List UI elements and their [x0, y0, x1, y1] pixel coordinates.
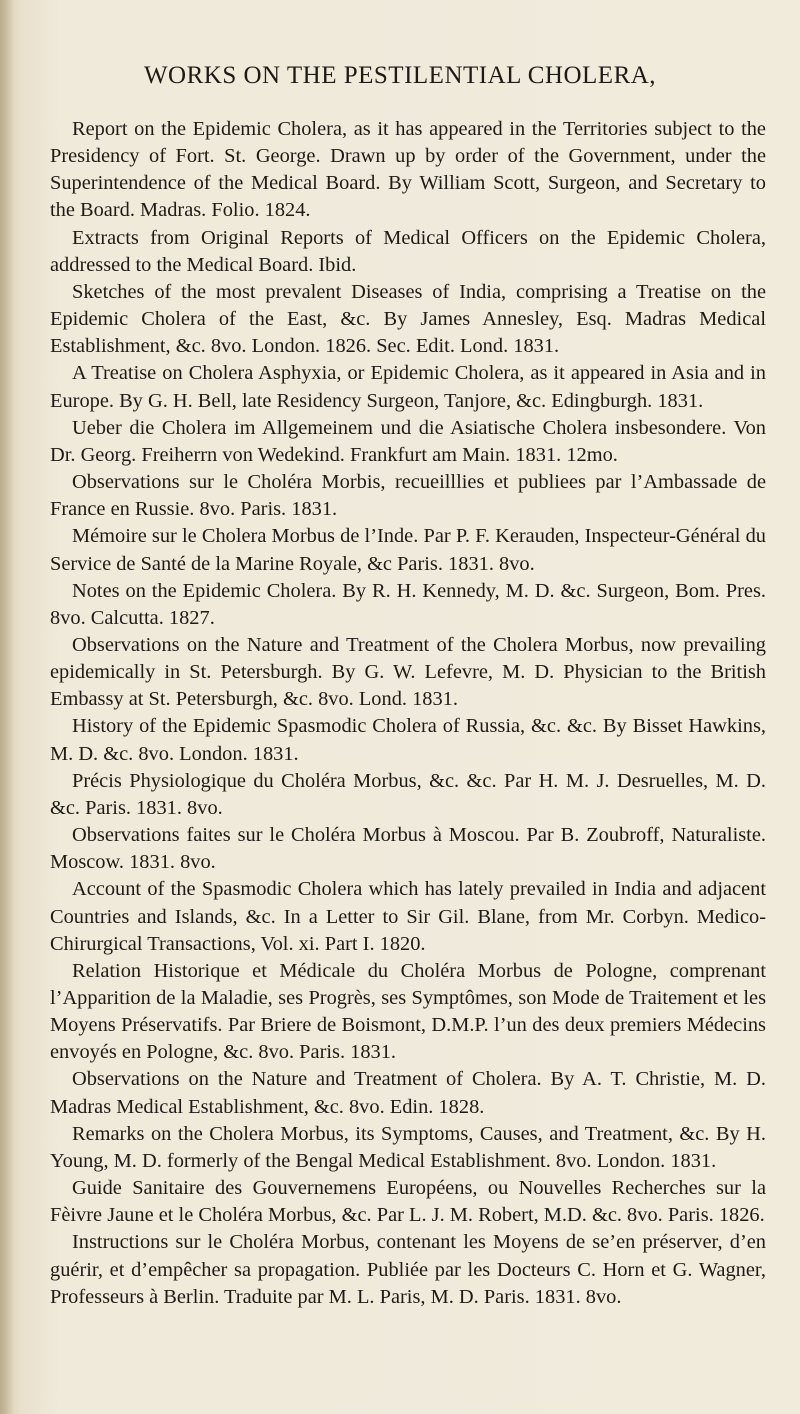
bibliography-entry: Observations on the Nature and Treatment of the Cholera Morbus, now prevailing epidemically in St. Petersburgh. By G. W. Lefevre, M. D. Physician to the British Embassy at St. Petersburgh, &c. 8vo. Lond. 1831. [50, 633, 766, 711]
bibliography-entry: Observations faites sur le Choléra Morbus à Moscou. Par B. Zoubroff, Naturaliste. Moscow. 1831. 8vo. [50, 824, 766, 874]
page-title: WORKS ON THE PESTILENTIAL CHOLERA, [143, 62, 657, 89]
bibliography-entry: Report on the Epidemic Cholera, as it has appeared in the Territories subject to the Presidency of Fort. St. George. Drawn up by order of the Government, under the Superintendence of the Medical Board. By William Scott, Surgeon, and Secretary to the Board. Madras. Folio. 1824. [50, 118, 766, 222]
bibliography-entry: Observations sur le Choléra Morbis, recueilllies et publiees par l’Ambassade de France en Russie. 8vo. Paris. 1831. [50, 471, 766, 521]
bibliography-entry: Précis Physiologique du Choléra Morbus, &c. &c. Par H. M. J. Desruelles, M. D. &c. Paris. 1831. 8vo. [50, 769, 766, 819]
bibliography-entry: Account of the Spasmodic Cholera which has lately prevailed in India and adjacent Countries and Islands, &c. In a Letter to Sir Gil. Blane, from Mr. Corbyn. Medico-Chirurgical Transactions, Vol. xi. Part I. 1820. [50, 878, 766, 955]
page-spine-shadow [0, 0, 14, 1414]
bibliography-entry: History of the Epidemic Spasmodic Cholera of Russia, &c. &c. By Bisset Hawkins, M. D. &c. 8vo. London. 1831. [50, 715, 766, 765]
bibliography-list [50, 116, 766, 1311]
bibliography-entry: Mémoire sur le Cholera Morbus de l’Inde. Par P. F. Kerauden, Inspecteur-Général du Service de Santé de la Marine Royale, &c Paris. 1831. 8vo. [50, 525, 766, 575]
bibliography-entry: Sketches of the most prevalent Diseases of India, comprising a Treatise on the Epidemic Cholera of the East, &c. By James Annesley, Esq. Madras Medical Establishment, &c. 8vo. London. 1826. Sec. Edit. Lond. 1831. [50, 280, 766, 358]
bibliography-entry: Instructions sur le Choléra Morbus, contenant les Moyens de se’en préserver, d’en guérir, et d’empêcher sa propagation. Publiée par les Docteurs C. Horn et G. Wagner, Professeurs à Berlin. Traduite par M. L. Paris, M. D. Paris. 1831. 8vo. [50, 1231, 766, 1308]
bibliography-entry: Relation Historique et Médicale du Choléra Morbus de Pologne, comprenant l’Apparition de la Maladie, ses Progrès, ses Symptômes, son Mode de Traitement et les Moyens Préservatifs. Par Briere de Boismont, D.M.P. l’un des deux premiers Médecins envoyés en Pologne, &c. 8vo. Paris. 1831. [50, 959, 766, 1064]
bibliography-entry: Extracts from Original Reports of Medical Officers on the Epidemic Cholera, addressed to the Medical Board. Ibid. [50, 226, 766, 276]
bibliography-entry: Notes on the Epidemic Cholera. By R. H. Kennedy, M. D. &c. Surgeon, Bom. Pres. 8vo. Calcutta. 1827. [50, 579, 766, 629]
bibliography-entry: Guide Sanitaire des Gouvernemens Européens, ou Nouvelles Recherches sur la Fèivre Jaune et le Choléra Morbus, &c. Par L. J. M. Robert, M.D. &c. 8vo. Paris. 1826. [50, 1177, 766, 1227]
bibliography-entry: Ueber die Cholera im Allgemeinem und die Asiatische Cholera insbesondere. Von Dr. Georg. Freiherrn von Wedekind. Frankfurt am Main. 1831. 12mo. [50, 416, 766, 466]
bibliography-entry: Observations on the Nature and Treatment of Cholera. By A. T. Christie, M. D. Madras Medical Establishment, &c. 8vo. Edin. 1828. [50, 1068, 766, 1118]
bibliography-entry: A Treatise on Cholera Asphyxia, or Epidemic Cholera, as it appeared in Asia and in Europe. By G. H. Bell, late Residency Surgeon, Tanjore, &c. Edingburgh. 1831. [50, 362, 766, 412]
bibliography-entry: Remarks on the Cholera Morbus, its Symptoms, Causes, and Treatment, &c. By H. Young, M. D. formerly of the Bengal Medical Establishment. 8vo. London. 1831. [50, 1122, 766, 1172]
